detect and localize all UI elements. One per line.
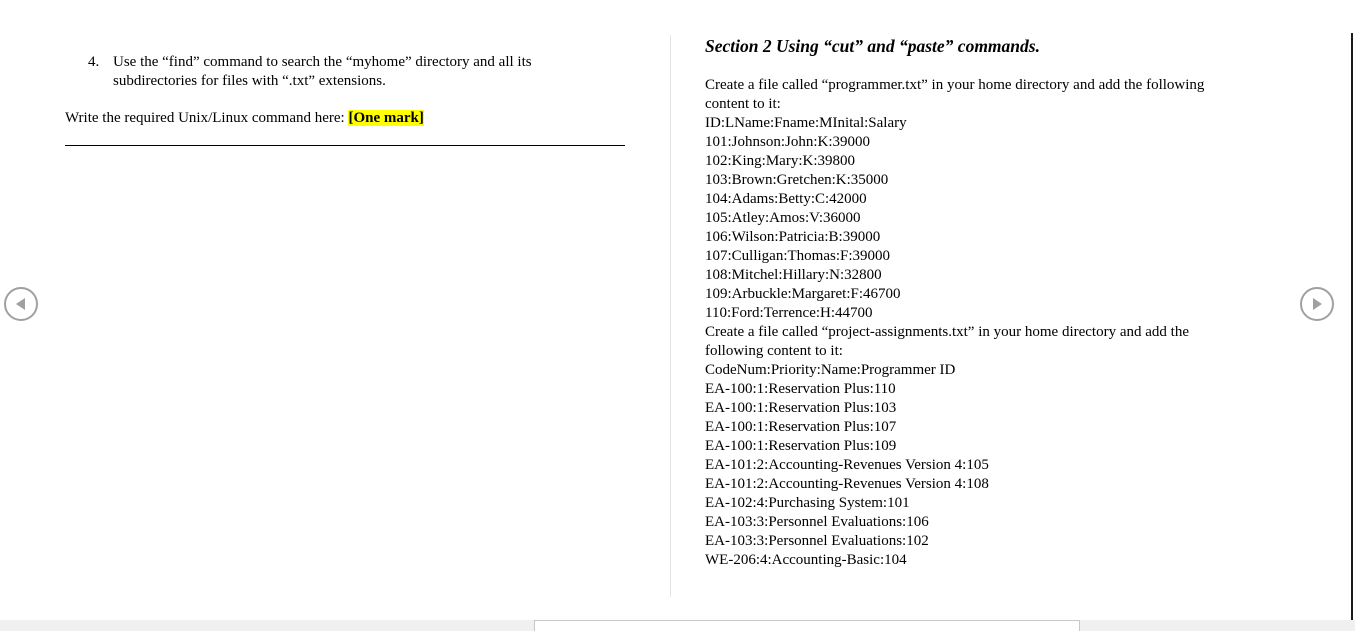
programmer-line: 110:Ford:Terrence:H:44700	[705, 305, 873, 321]
assignment-line: EA-100:1:Reservation Plus:110	[705, 381, 896, 397]
question-number: 4.	[88, 54, 100, 70]
programmer-line: 103:Brown:Gretchen:K:35000	[705, 172, 889, 188]
programmer-line: 106:Wilson:Patricia:B:39000	[705, 229, 881, 245]
right-page	[705, 36, 1265, 570]
assignment-line: EA-102:4:Purchasing System:101	[705, 495, 910, 511]
answer-prompt	[65, 109, 625, 128]
assignment-line: EA-101:2:Accounting-Revenues Version 4:105	[705, 457, 989, 473]
programmer-line: 108:Mitchel:Hillary:N:32800	[705, 267, 882, 283]
programmer-intro: Create a file called “programmer.txt” in your home directory and add the following content to it:	[705, 77, 1205, 112]
section-title: Section 2 Using “cut” and “paste” commands.	[705, 36, 1040, 56]
programmer-line: ID:LName:Fname:MInital:Salary	[705, 115, 907, 131]
programmer-line: 109:Arbuckle:Margaret:F:46700	[705, 286, 901, 302]
page-divider	[670, 35, 671, 597]
assignment-line: EA-103:3:Personnel Evaluations:102	[705, 533, 929, 549]
answer-prompt-text: Write the required Unix/Linux command here:	[65, 110, 345, 126]
programmer-line: 105:Atley:Amos:V:36000	[705, 210, 861, 226]
assignment-line: WE-206:4:Accounting-Basic:104	[705, 552, 907, 568]
programmer-line: 104:Adams:Betty:C:42000	[705, 191, 867, 207]
previous-page-button[interactable]	[4, 287, 38, 321]
assignment-line: EA-100:1:Reservation Plus:103	[705, 400, 897, 416]
left-page	[65, 53, 625, 146]
next-page-preview	[534, 620, 1080, 631]
assignment-line: EA-103:3:Personnel Evaluations:106	[705, 514, 929, 530]
question-text: Use the “find” command to search the “myhome” directory and all its subdirectories for files with “.txt” extensions.	[113, 54, 532, 89]
assignments-intro: Create a file called “project-assignments.txt” in your home directory and add the following content to it:	[705, 324, 1189, 359]
chevron-right-icon	[1302, 289, 1332, 319]
question-item	[65, 53, 625, 91]
programmer-line: 107:Culligan:Thomas:F:39000	[705, 248, 891, 264]
chevron-left-icon	[6, 289, 36, 319]
assignment-line: EA-101:2:Accounting-Revenues Version 4:108	[705, 476, 989, 492]
next-page-button[interactable]	[1300, 287, 1334, 321]
programmer-content	[705, 114, 1265, 323]
programmer-line: 102:King:Mary:K:39800	[705, 153, 855, 169]
programmer-line: 101:Johnson:John:K:39000	[705, 134, 871, 150]
answer-line	[65, 145, 625, 146]
assignment-line: CodeNum:Priority:Name:Programmer ID	[705, 362, 956, 378]
assignments-content	[705, 361, 1265, 570]
mark-label: [One mark]	[348, 110, 424, 126]
page-edge	[1351, 33, 1353, 623]
assignment-line: EA-100:1:Reservation Plus:109	[705, 438, 897, 454]
assignment-line: EA-100:1:Reservation Plus:107	[705, 419, 897, 435]
